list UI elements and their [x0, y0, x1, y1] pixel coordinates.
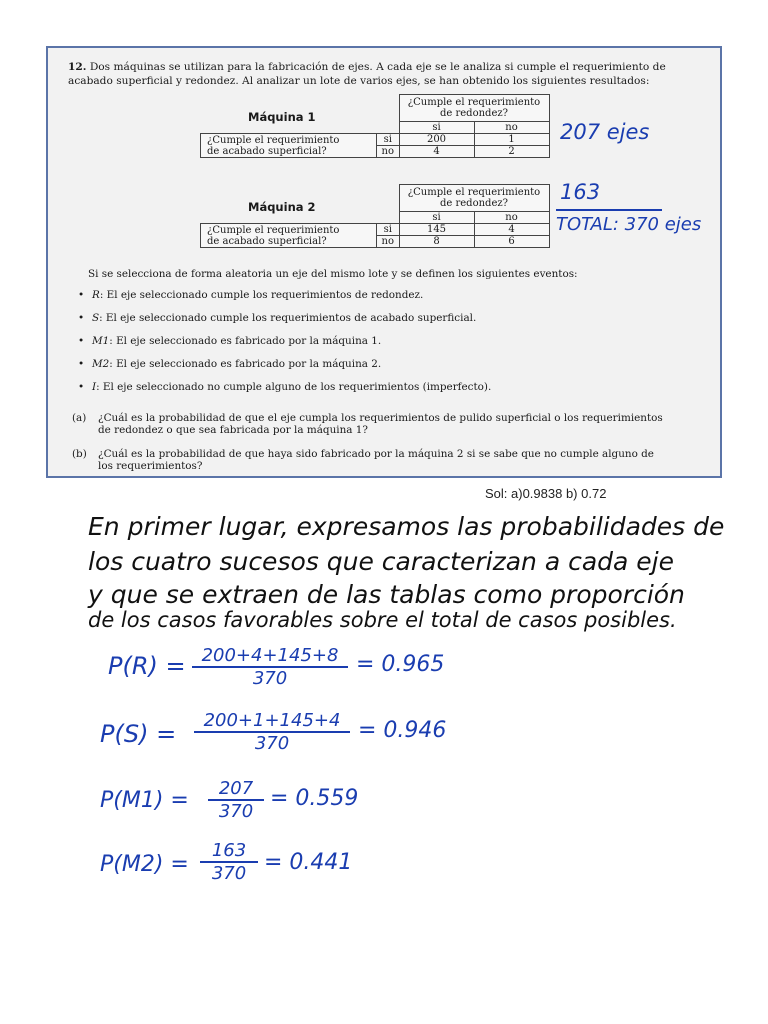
bullet-icon: • [78, 335, 85, 347]
machine-2-col-header: ¿Cumple el requerimiento de redondez? [399, 185, 549, 212]
table-cell: 2 [474, 146, 549, 158]
sum-line [556, 209, 662, 211]
machine-1-row-no: no [377, 146, 400, 158]
eq-m1-fraction: $\frac{207}{370}$ [208, 778, 264, 822]
handwritten-line-1: En primer lugar, expresamos las probabilidades de [88, 512, 725, 541]
eq-r-result: = 0.965 [356, 652, 445, 677]
bullet-icon: • [78, 312, 85, 324]
bullet-icon: • [78, 289, 85, 301]
table-cell: 200 [399, 134, 474, 146]
machine-2-title: Máquina 2 [248, 200, 316, 214]
eq-m2-result: = 0.441 [264, 850, 353, 875]
machine-1-col-header: ¿Cumple el requerimiento de redondez? [399, 95, 549, 122]
m2-total-annotation: 163 [560, 180, 601, 204]
eq-m2-fraction: $\frac{163}{370}$ [200, 840, 258, 884]
problem-statement-line1: Dos máquinas se utilizan para la fabricación de ejes. A cada eje se le analiza si cumple el requerimiento de [89, 61, 666, 73]
bullet-icon: • [78, 381, 85, 393]
problem-statement-line2: acabado superficial y redondez. Al analizar un lote de varios ejes, se han obtenido los siguientes resultados: [68, 75, 650, 87]
table-cell: 8 [399, 236, 474, 248]
machine-1-row-label: ¿Cumple el requerimiento de acabado superficial? [201, 134, 377, 158]
eq-r-lhs: P(R) = [108, 652, 186, 680]
machine-2-col-si: si [399, 212, 474, 224]
table-cell: 1 [474, 134, 549, 146]
eq-r-fraction: $\frac{200+4+145+8}{370}$ [192, 645, 348, 689]
list-item: • S: El eje seleccionado cumple los requerimientos de acabado superficial. [78, 307, 491, 330]
machine-1-table [200, 94, 550, 158]
table-cell: 4 [474, 224, 549, 236]
events-list [78, 284, 491, 399]
bullet-icon: • [78, 358, 85, 370]
machine-1-title: Máquina 1 [248, 110, 316, 124]
table-cell: 6 [474, 236, 549, 248]
list-item: • I: El eje seleccionado no cumple alguno de los requerimientos (imperfecto). [78, 376, 491, 399]
eq-m2-lhs: P(M2) = [100, 852, 189, 877]
total-annotation: TOTAL: 370 ejes [556, 214, 702, 235]
machine-1-col-si: si [399, 122, 474, 134]
eq-s-result: = 0.946 [358, 718, 447, 743]
eq-s-fraction: $\frac{200+1+145+4}{370}$ [194, 710, 350, 754]
events-intro: Si se selecciona de forma aleatoria un eje del mismo lote y se definen los siguientes eventos: [88, 268, 578, 280]
m1-total-annotation: 207 ejes [560, 120, 650, 144]
machine-2-col-no: no [474, 212, 549, 224]
problem-intro [68, 60, 698, 88]
machine-2-row-si: si [377, 224, 400, 236]
problem-number: 12. [68, 61, 87, 73]
list-item: • R: El eje seleccionado cumple los requerimientos de redondez. [78, 284, 491, 307]
handwritten-line-3: y que se extraen de las tablas como proporción [88, 580, 685, 609]
problem-statement-box: 12. Dos máquinas se utilizan para la fabricación de ejes. A cada eje se le analiza si cumple el requerimiento de acabado superficial y redondez. Al analizar un lote de varios ejes, se han obtenido los siguientes resultados: Máquina 1 ¿Cumple el requerimiento de redondez? si no ¿Cumple el requerimiento de acabado superficial? si 200 1 no 4 2 Máquina 2 ¿Cumple el requerimiento de redondez? si no ¿Cumple el requerimiento de acabado superficial? si 145 4 no 8 6 Si se selecciona de forma aleatoria un eje del mismo lote y se definen los siguientes eventos: • R: El eje seleccionado cumple los requerimientos de redondez. • S: El eje seleccionado cumple los requerimientos de acabado superficial. • M1: El eje seleccionado es fabricado por la máquina 1. • M2: El eje seleccionado es fabricado por la máquina 2. • I: El eje seleccionado no cumple alguno de los requerimientos (imperfecto). (a) ¿Cuál es la probabilidad de que el eje cumpla los requerimientos de pulido superficial o los requerimientos de redondez o que sea fabricada por la máquina 1? (b) ¿Cuál es la probabilidad de que haya sido fabricado por la máquina 2 si se sabe que no cumple alguno de los requerimientos? [46, 46, 722, 478]
eq-s-lhs: P(S) = [100, 720, 177, 748]
list-item: • M1: El eje seleccionado es fabricado por la máquina 1. [78, 330, 491, 353]
table-cell: 4 [399, 146, 474, 158]
machine-2-row-no: no [377, 236, 400, 248]
machine-2-row-label: ¿Cumple el requerimiento de acabado superficial? [201, 224, 377, 248]
machine-1-row-si: si [377, 134, 400, 146]
solution-line: Sol: a)0.9838 b) 0.72 [485, 486, 607, 501]
eq-m1-result: = 0.559 [270, 786, 359, 811]
machine-2-table [200, 184, 550, 248]
handwritten-line-2: los cuatro sucesos que caracterizan a cada eje [88, 547, 674, 576]
machine-1-col-no: no [474, 122, 549, 134]
handwritten-line-4: de los casos favorables sobre el total de casos posibles. [88, 608, 677, 632]
table-cell: 145 [399, 224, 474, 236]
list-item: • M2: El eje seleccionado es fabricado por la máquina 2. [78, 353, 491, 376]
eq-m1-lhs: P(M1) = [100, 788, 189, 813]
